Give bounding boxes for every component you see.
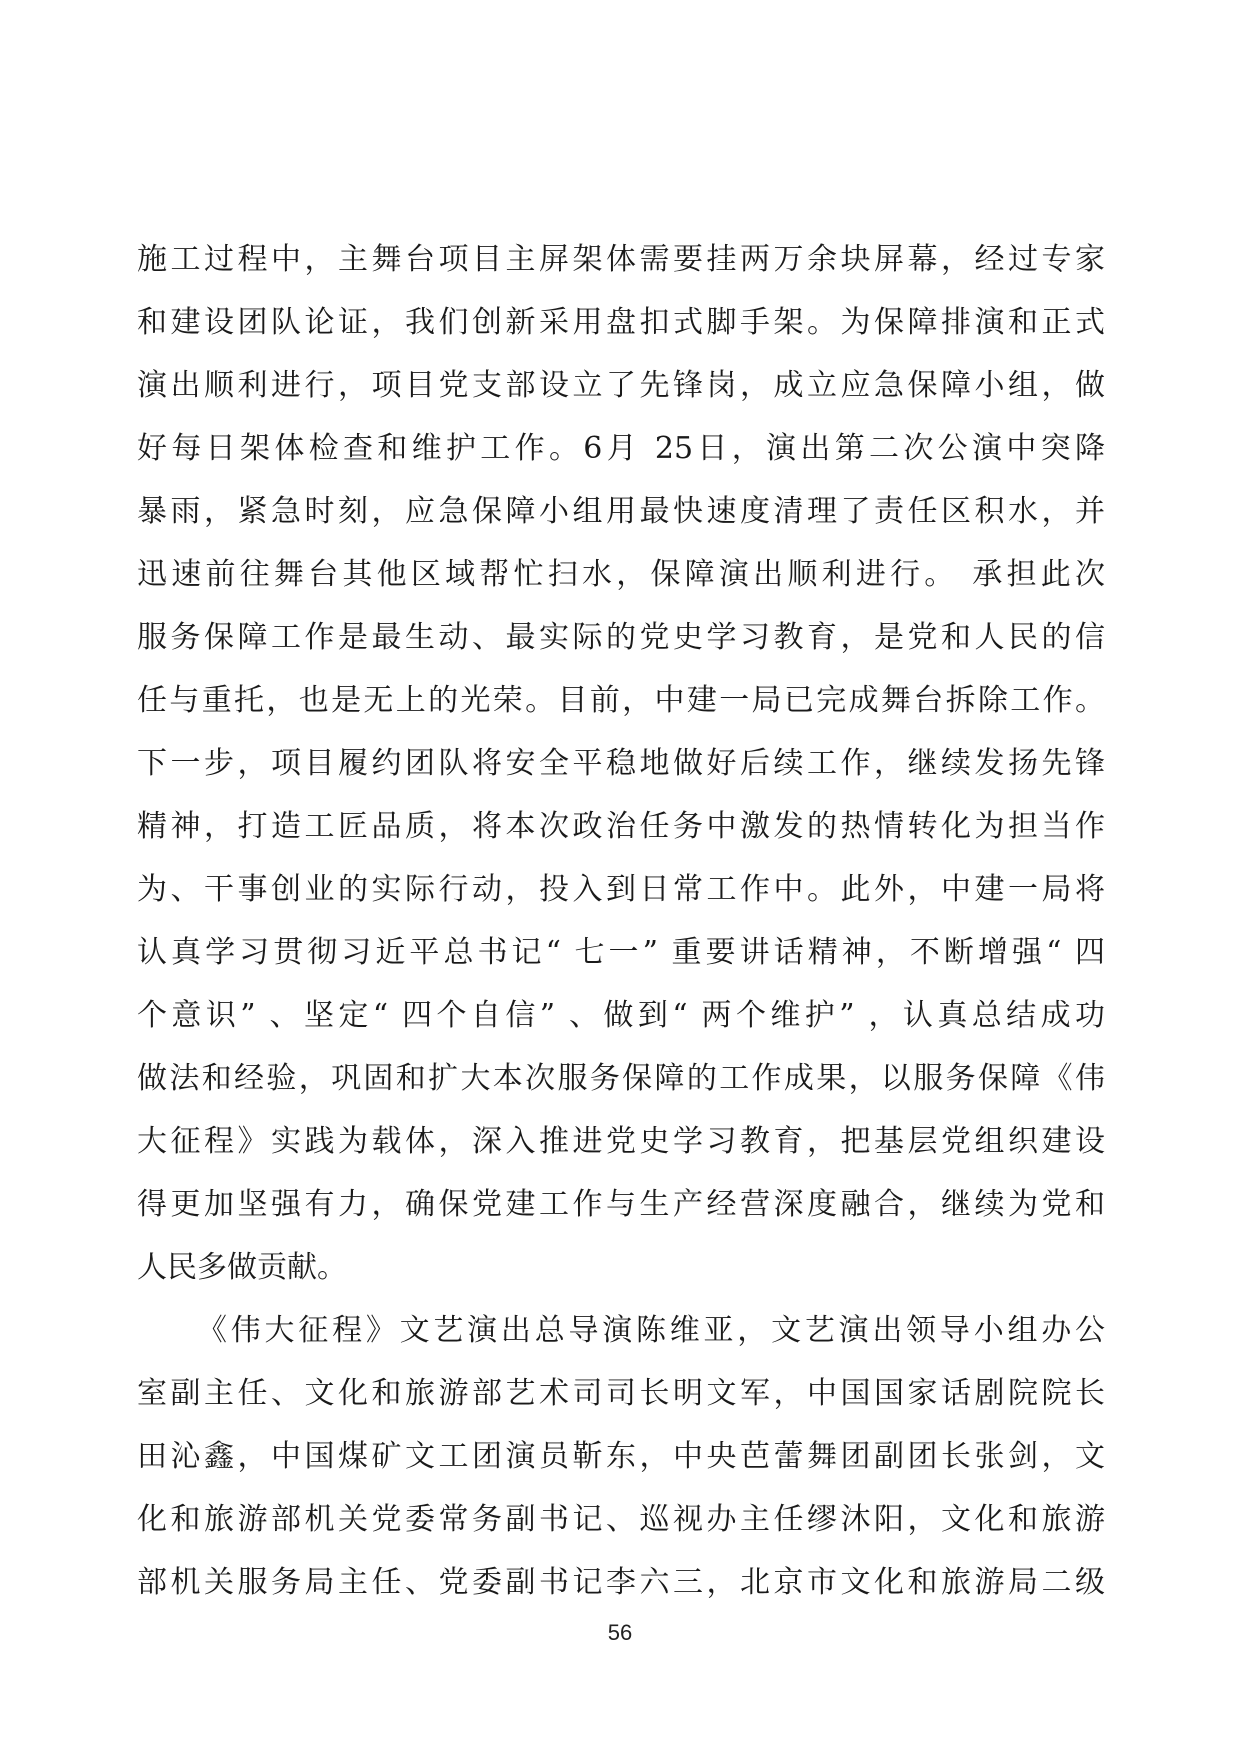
text-line: 和建设团队论证，我们创新采用盘扣式脚手架。为保障排演和正式 [137,305,1105,340]
text-line: 大征程》实践为载体，深入推进党史学习教育，把基层党组织建设 [137,1124,1105,1159]
text-line: 服务保障工作是最生动、最实际的党史学习教育，是党和人民的信 [137,620,1105,655]
text-line: 做法和经验，巩固和扩大本次服务保障的工作成果，以服务保障《伟 [137,1061,1105,1096]
text-line: 迅速前往舞台其他区域帮忙扫水，保障演出顺利进行。 承担此次 [137,557,1105,592]
page-number: 56 [607,1620,633,1645]
text-line: 得更加坚强有力，确保党建工作与生产经营深度融合，继续为党和 [137,1187,1105,1222]
text-line: 精神，打造工匠品质，将本次政治任务中激发的热情转化为担当作 [137,809,1105,844]
text-line: 认真学习贯彻习近平总书记“ 七一” 重要讲话精神，不断增强“ 四 [137,935,1105,970]
text-line: 个意识” 、坚定“ 四个自信” 、做到“ 两个维护” ，认真总结成功 [137,998,1105,1033]
paragraph-2 [137,1299,1105,1614]
text-line: 施工过程中，主舞台项目主屏架体需要挂两万余块屏幕，经过专家 [137,242,1105,277]
text-line: 《伟大征程》文艺演出总导演陈维亚，文艺演出领导小组办公 [197,1313,1105,1348]
text-line: 人民多做贡献。 [137,1250,347,1285]
text-line: 下一步，项目履约团队将安全平稳地做好后续工作，继续发扬先锋 [137,746,1105,781]
text-line: 暴雨，紧急时刻，应急保障小组用最快速度清理了责任区积水，并 [137,494,1105,529]
text-line: 任与重托，也是无上的光荣。目前，中建一局已完成舞台拆除工作。 [137,683,1105,718]
text-line: 为、干事创业的实际行动，投入到日常工作中。此外，中建一局将 [137,872,1105,907]
text-line: 田沁鑫，中国煤矿文工团演员靳东，中央芭蕾舞团副团长张剑，文 [137,1439,1105,1474]
text-line: 化和旅游部机关党委常务副书记、巡视办主任缪沐阳，文化和旅游 [137,1502,1105,1537]
text-line: 部机关服务局主任、党委副书记李六三，北京市文化和旅游局二级 [137,1565,1105,1600]
text-line: 演出顺利进行，项目党支部设立了先锋岗，成立应急保障小组，做 [137,368,1105,403]
text-line: 室副主任、文化和旅游部艺术司司长明文军，中国国家话剧院院长 [137,1376,1105,1411]
body-text [137,228,1105,1614]
paragraph-1 [137,228,1105,1299]
text-line: 好每日架体检查和维护工作。6月 25日，演出第二次公演中突降 [137,431,1105,466]
